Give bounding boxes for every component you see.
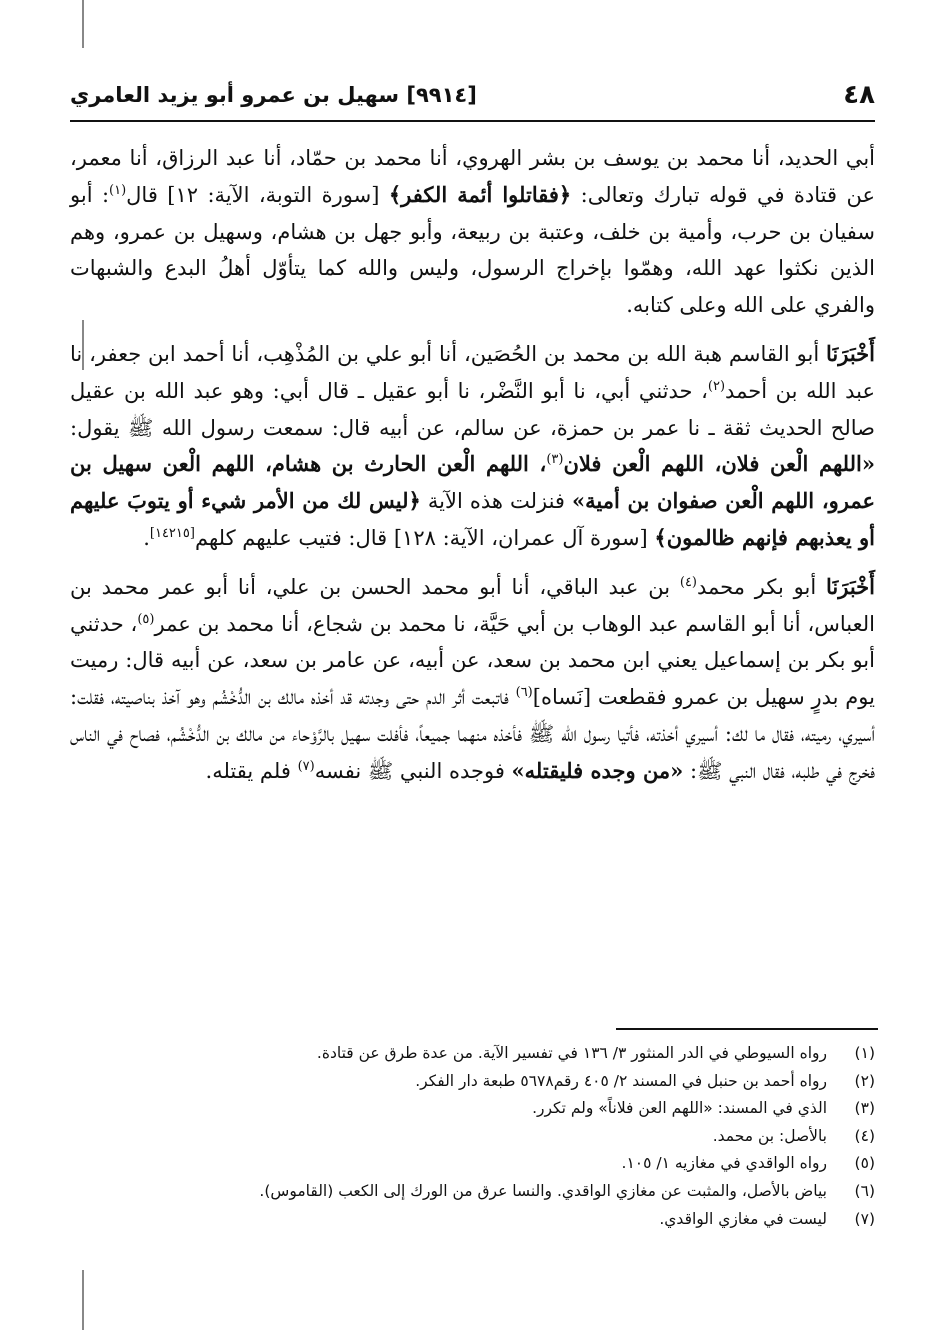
text-run: . (143, 525, 150, 550)
narration-lead-word: أَخْبَرَنَا (826, 573, 875, 599)
footnote-text: بياض بالأصل، والمثبت عن مغازي الواقدي. والنسا عرق من الورك إلى الكعب (القاموس). (259, 1181, 827, 1200)
text-run: : أبو سفيان بن حرب، وأمية بن خلف، وعتبة بن ربيعة، وأبو جهل بن هشام، وسهيل بن عمرو، وهم الذين نكثوا عهد الله، وهمّوا بإخراج الرسول، وليس والله كما يتأوّل أهلُ البدع والشبهات والفري على الله وعلى كتابه. (70, 182, 875, 318)
text-run: فلم يقتله. (205, 758, 298, 783)
text-run: فاتبعت أثر الدم حتى وجدته قد أخذه مالك بن الدُّخْشُم وهو آخذ بناصيته، فقلت: أسيري، رميته، فقال ما لك: أسيري أخذته، فأتيا رسول الله ﷺ فأخذه منهما جميعاً، فأفلت سهيل بالرَّوْحاء من مالك بن الدُّخْشُم، فصاح في الناس فخرج في طلبه، فقال النبي ﷺ: (70, 685, 875, 783)
emphasized-text: ﴿فقاتلوا أئمة الكفر﴾ (388, 181, 572, 207)
footnote-text: رواه الواقدي في مغازيه ١/ ١٠٥. (621, 1154, 827, 1173)
main-text (70, 140, 875, 802)
footnote-reference: (٤) (679, 574, 697, 590)
footnote-text: الذي في المسند: «اللهم العن فلاناً» ولم تكرر. (532, 1099, 827, 1118)
text-run: أبي الحديد، أنا محمد بن يوسف بن بشر الهروي، أنا محمد بن حمّاد، أنا عبد الرزاق، أنا معمر، عن قتادة في قوله تبارك وتعالى: (70, 146, 875, 207)
footnote-reference: (٥) (137, 611, 155, 627)
paragraph (70, 140, 875, 324)
footnote-reference: (٧) (297, 758, 315, 774)
footnote-number: (١) (854, 1044, 875, 1062)
footnote-number: (٢) (854, 1071, 875, 1090)
footnote-number: (٤) (854, 1126, 875, 1145)
narration-lead-word: أَخْبَرَنَا (826, 340, 875, 366)
emphasized-text: «من وجده فليقتله» (511, 757, 684, 783)
footnote-text: ليست في مغازي الواقدي. (659, 1209, 827, 1228)
footnote-divider (616, 1028, 878, 1030)
text-run: أبو بكر محمد (697, 574, 826, 599)
text-run: بن عبد الباقي، أنا أبو محمد الحسن بن علي، أنا أبو عمر محمد بن العباس، أنا أبو القاسم عبد الوهاب بن أبي حَيَّة، نا محمد بن شجاع، أنا محمد بن عمر (70, 574, 875, 636)
footnote-text: رواه أحمد بن حنبل في المسند ٢/ ٤٠٥ رقم٥٦٧٨ طبعة دار الفكر. (415, 1071, 827, 1090)
footnote (70, 1068, 875, 1096)
margin-line-top (82, 0, 84, 48)
text-run: [سورة آل عمران، الآية: ١٢٨] قال: فتيب عليهم كلهم (194, 525, 655, 550)
footnote (70, 1150, 875, 1178)
text-run: [سورة التوبة، الآية: ١٢] قال (126, 182, 389, 207)
page-header (70, 70, 875, 122)
footnote (70, 1040, 875, 1068)
footnote-number: (٧) (854, 1209, 875, 1228)
footnote-number: (٦) (854, 1181, 875, 1200)
footnotes (70, 1040, 875, 1233)
text-run: فنزلت هذه الآية (420, 489, 573, 514)
paragraph (70, 336, 875, 557)
footnote-reference: (١) (109, 182, 127, 198)
emphasized-text: «اللهم الْعن فلان، اللهم الْعن فلان (563, 451, 875, 477)
footnote-reference: [١٤٢١٥] (149, 525, 195, 541)
footnote-text: رواه السيوطي في الدر المنثور ٣/ ١٣٦ في تفسير الآية. من عدة طرق عن قتادة. (316, 1044, 827, 1062)
text-run: فوجده النبي ﷺ نفسه (314, 758, 512, 783)
footnote-reference: (٢) (707, 378, 726, 394)
emphasized-text: ﴿ليس لك من الأمر شيء أو يتوبَ عليهم أو يعذبهم فإنهم ظالمون﴾ (70, 488, 875, 550)
footnote (70, 1178, 875, 1206)
paragraph (70, 569, 875, 790)
footnote (70, 1095, 875, 1123)
text-run: ، حدثني أبي، نا أبو النَّضْر، نا أبو عقيل ـ قال أبي: وهو عبد الله بن عقيل صالح الحديث ثقة ـ نا عمر بن حمزة، عن سالم، عن أبيه قال: سمعت رسول الله ﷺ يقول: (70, 378, 875, 440)
margin-line-bottom (82, 1270, 84, 1330)
footnote-text: بالأصل: بن محمد. (712, 1126, 827, 1145)
footnote-number: (٣) (854, 1099, 875, 1118)
footnote-number: (٥) (854, 1154, 875, 1173)
page-number: ٤٨ (843, 80, 875, 110)
text-run: أبو القاسم هبة الله بن محمد بن الحُصَين، أنا أبو علي بن المُذْهِب، أنا أحمد ابن جعفر، نا عبد الله بن أحمد (70, 341, 876, 403)
footnote (70, 1206, 875, 1234)
running-title: [٩٩١٤] سهيل بن عمرو أبو يزيد العامري (70, 83, 477, 107)
text-run: ، حدثني أبو بكر بن إسماعيل يعني ابن محمد بن سعد، عن أبيه، عن عامر بن سعد، عن أبيه قال: رميت يوم بدرٍ سهيل بن عمرو فقطعت [نَساه] (70, 611, 875, 710)
emphasized-text: ، اللهم الْعن الحارث بن هشام، اللهم الْعن سهيل بن عمرو، اللهم الْعن صفوان بن أمية» (70, 451, 875, 514)
footnote-reference: (٦) (515, 685, 533, 701)
footnote (70, 1123, 875, 1151)
footnote-reference: (٣) (546, 452, 564, 468)
